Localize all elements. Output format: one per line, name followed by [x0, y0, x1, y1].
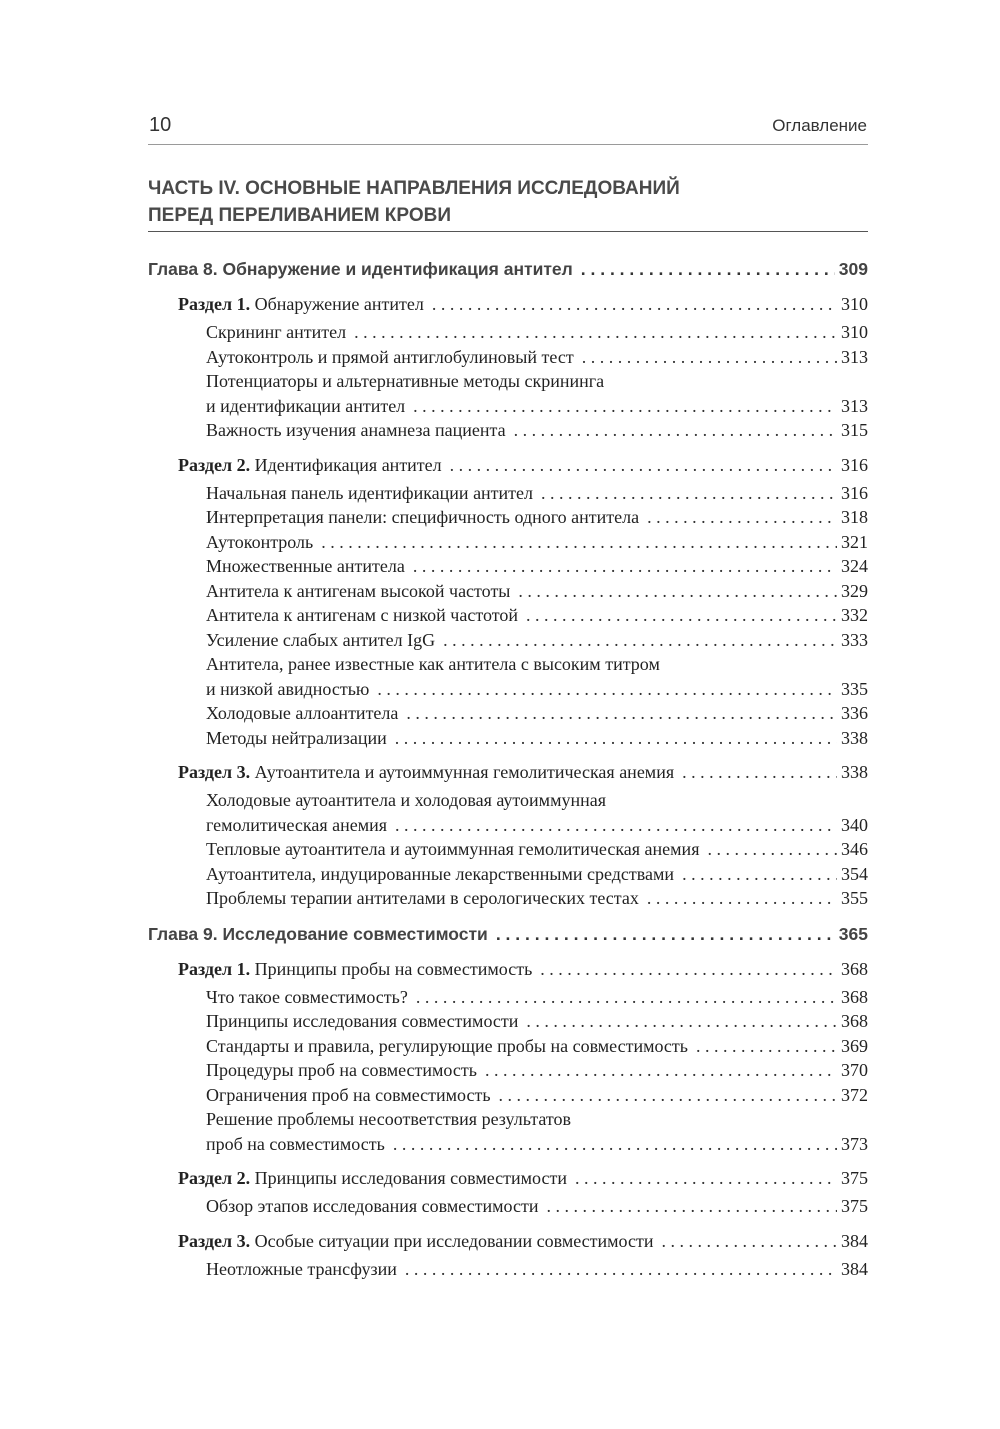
dot-leader [541, 481, 837, 506]
page-ref: 384 [841, 1230, 868, 1251]
toc-item[interactable] [148, 985, 868, 1010]
page-ref: 336 [841, 703, 868, 723]
section-label: Раздел 2. [178, 454, 251, 475]
item-title: и низкой авидностью [206, 678, 370, 699]
page-ref: 373 [841, 1133, 868, 1154]
table-of-contents [148, 255, 868, 1281]
page-ref: 368 [841, 1011, 868, 1031]
section-title: Принципы исследования совместимости [254, 1168, 567, 1188]
toc-item[interactable] [148, 481, 868, 506]
dot-leader [575, 1165, 837, 1192]
page-ref: 375 [841, 1168, 868, 1188]
page-ref: 368 [841, 986, 868, 1007]
item-title: проб на совместимость [206, 1133, 385, 1154]
toc-item[interactable] [148, 813, 868, 838]
section-label: Раздел 1. [178, 294, 251, 314]
dot-leader [546, 1194, 837, 1219]
page-ref: 315 [841, 420, 868, 440]
section-label: Раздел 2. [178, 1168, 251, 1188]
toc-item[interactable] [148, 1132, 868, 1157]
dot-leader [321, 530, 837, 555]
page-ref: 355 [841, 888, 868, 908]
dot-leader [443, 628, 837, 653]
dot-leader [581, 255, 835, 283]
toc-item[interactable] [148, 837, 868, 862]
toc-item[interactable] [148, 1257, 868, 1282]
toc-item[interactable] [148, 1034, 868, 1059]
item-title: Антитела к антигенам с низкой частотой [206, 605, 518, 625]
item-title-line-1: Решение проблемы несоответствия результатов [206, 1109, 571, 1129]
page-ref: 370 [841, 1060, 868, 1080]
page-ref: 332 [841, 605, 868, 625]
toc-item[interactable] [148, 320, 868, 345]
page-ref: 354 [841, 863, 868, 884]
dot-leader [413, 554, 837, 579]
section-title: Идентификация антител [254, 454, 442, 475]
toc-item[interactable] [148, 345, 868, 370]
toc-item[interactable] [148, 701, 868, 726]
item-title: Проблемы терапии антителами в серологических тестах [206, 888, 639, 908]
toc-item[interactable] [148, 579, 868, 604]
toc-chapter-8[interactable] [148, 255, 868, 283]
toc-item[interactable] [148, 886, 868, 911]
page-ref: 372 [841, 1084, 868, 1105]
item-title: и идентификации антител [206, 395, 406, 416]
toc-item[interactable] [148, 418, 868, 443]
page-ref: 321 [841, 531, 868, 552]
dot-leader [540, 956, 837, 983]
page-ref: 375 [841, 1196, 868, 1216]
dot-leader [682, 759, 837, 786]
chapter-title: Глава 8. Обнаружение и идентификация антител [148, 259, 573, 279]
item-title-line-1: Антитела, ранее известные как антитела с высоким титром [206, 654, 660, 674]
toc-item[interactable] [148, 554, 868, 579]
dot-leader [682, 862, 837, 887]
page-ref: 329 [841, 580, 868, 601]
dot-leader [582, 345, 837, 370]
page-ref: 369 [841, 1035, 868, 1056]
page-ref: 368 [841, 958, 868, 979]
toc-item[interactable] [148, 505, 868, 530]
page-ref: 309 [838, 259, 868, 279]
item-title: Стандарты и правила, регулирующие пробы на совместимость [206, 1035, 689, 1056]
running-head: Оглавление [772, 116, 867, 135]
item-title: Неотложные трансфузии [206, 1258, 397, 1279]
page-number: 10 [149, 114, 172, 136]
dot-leader [416, 985, 837, 1010]
toc-item[interactable] [148, 603, 868, 628]
dot-leader [647, 505, 837, 530]
page-ref: 310 [841, 294, 868, 314]
page-ref: 318 [841, 507, 868, 527]
part-title-line-2: ПЕРЕД ПЕРЕЛИВАНИЕМ КРОВИ [148, 205, 451, 226]
item-title-line-1: Холодовые аутоантитела и холодовая аутоиммунная [206, 790, 606, 810]
section-title: Принципы пробы на совместимость [254, 958, 533, 979]
toc-item[interactable] [148, 1083, 868, 1108]
page-ref: 365 [838, 923, 868, 944]
dot-leader [526, 1009, 837, 1034]
page-ref: 340 [841, 814, 868, 835]
toc-item[interactable] [148, 394, 868, 419]
dot-leader [450, 452, 837, 479]
part-title [148, 175, 868, 232]
toc-chapter-9[interactable] [148, 920, 868, 948]
item-title: Ограничения проб на совместимость [206, 1084, 491, 1105]
toc-item[interactable] [148, 530, 868, 555]
toc-section[interactable] [148, 1228, 868, 1255]
page-ref: 338 [841, 727, 868, 748]
toc-item[interactable] [148, 628, 868, 653]
page-ref: 313 [841, 395, 868, 416]
item-title-line-1: Потенциаторы и альтернативные методы скрининга [206, 371, 605, 391]
dot-leader [647, 886, 837, 911]
toc-section[interactable] [148, 759, 868, 786]
dot-leader [405, 1257, 837, 1282]
section-label: Раздел 3. [178, 1230, 251, 1251]
chapter-title: Глава 9. Исследование совместимости [148, 923, 488, 944]
toc-section[interactable] [148, 956, 868, 983]
section-label: Раздел 3. [178, 762, 251, 782]
item-title: Антитела к антигенам высокой частоты [206, 580, 511, 601]
item-title: Множественные антитела [206, 556, 405, 576]
toc-item[interactable] [148, 1009, 868, 1034]
page-ref: 335 [841, 678, 868, 699]
page-ref: 313 [841, 346, 868, 367]
item-title: Процедуры проб на совместимость [206, 1060, 477, 1080]
dot-leader [526, 603, 837, 628]
toc-item[interactable] [148, 1194, 868, 1219]
page-ref: 316 [841, 454, 868, 475]
item-title: Обзор этапов исследования совместимости [206, 1196, 539, 1216]
dot-leader [499, 1083, 837, 1108]
section-title: Аутоантитела и аутоиммунная гемолитическая анемия [254, 762, 675, 782]
item-title: Аутоконтроль и прямой антиглобулиновый тест [206, 346, 574, 367]
section-title: Особые ситуации при исследовании совместимости [254, 1230, 654, 1251]
item-title: Интерпретация панели: специфичность одного антитела [206, 507, 640, 527]
toc-section[interactable] [148, 1165, 868, 1192]
dot-leader [395, 726, 837, 751]
section-label: Раздел 1. [178, 958, 251, 979]
item-title: Начальная панель идентификации антител [206, 482, 534, 503]
dot-leader [395, 813, 837, 838]
page-ref: 316 [841, 482, 868, 503]
page-ref: 384 [841, 1258, 868, 1279]
page-header [148, 114, 868, 145]
page-ref: 310 [841, 322, 868, 342]
item-title: Важность изучения анамнеза пациента [206, 420, 506, 440]
dot-leader [354, 320, 837, 345]
item-title: Скрининг антител [206, 322, 347, 342]
item-title: Усиление слабых антител IgG [206, 629, 436, 650]
item-title: Что такое совместимость? [206, 986, 408, 1007]
toc-section[interactable] [148, 452, 868, 479]
toc-item[interactable] [148, 862, 868, 887]
toc-item[interactable] [148, 726, 868, 751]
toc-item[interactable] [148, 677, 868, 702]
dot-leader [707, 837, 837, 862]
dot-leader [485, 1058, 837, 1083]
page-ref: 333 [841, 629, 868, 650]
item-title: Принципы исследования совместимости [206, 1011, 519, 1031]
item-title: Тепловые аутоантитела и аутоиммунная гемолитическая анемия [206, 839, 700, 859]
item-title: Методы нейтрализации [206, 727, 387, 748]
item-title: Аутоконтроль [206, 531, 314, 552]
item-title: гемолитическая анемия [206, 814, 388, 835]
item-title: Холодовые аллоантитела [206, 703, 399, 723]
dot-leader [514, 418, 837, 443]
dot-leader [518, 579, 837, 604]
page-ref: 324 [841, 556, 868, 576]
toc-section[interactable] [148, 291, 868, 318]
section-title: Обнаружение антител [254, 294, 424, 314]
part-title-line-1: ЧАСТЬ IV. ОСНОВНЫЕ НАПРАВЛЕНИЯ ИССЛЕДОВАНИЙ [148, 178, 680, 199]
page-ref: 346 [841, 839, 868, 859]
item-title: Аутоантитела, индуцированные лекарственными средствами [206, 863, 675, 884]
dot-leader [496, 920, 835, 948]
page-ref: 338 [841, 762, 868, 782]
dot-leader [393, 1132, 837, 1157]
dot-leader [413, 394, 837, 419]
toc-item[interactable] [148, 1058, 868, 1083]
dot-leader [406, 701, 837, 726]
dot-leader [661, 1228, 837, 1255]
dot-leader [696, 1034, 837, 1059]
dot-leader [377, 677, 837, 702]
dot-leader [432, 291, 837, 318]
